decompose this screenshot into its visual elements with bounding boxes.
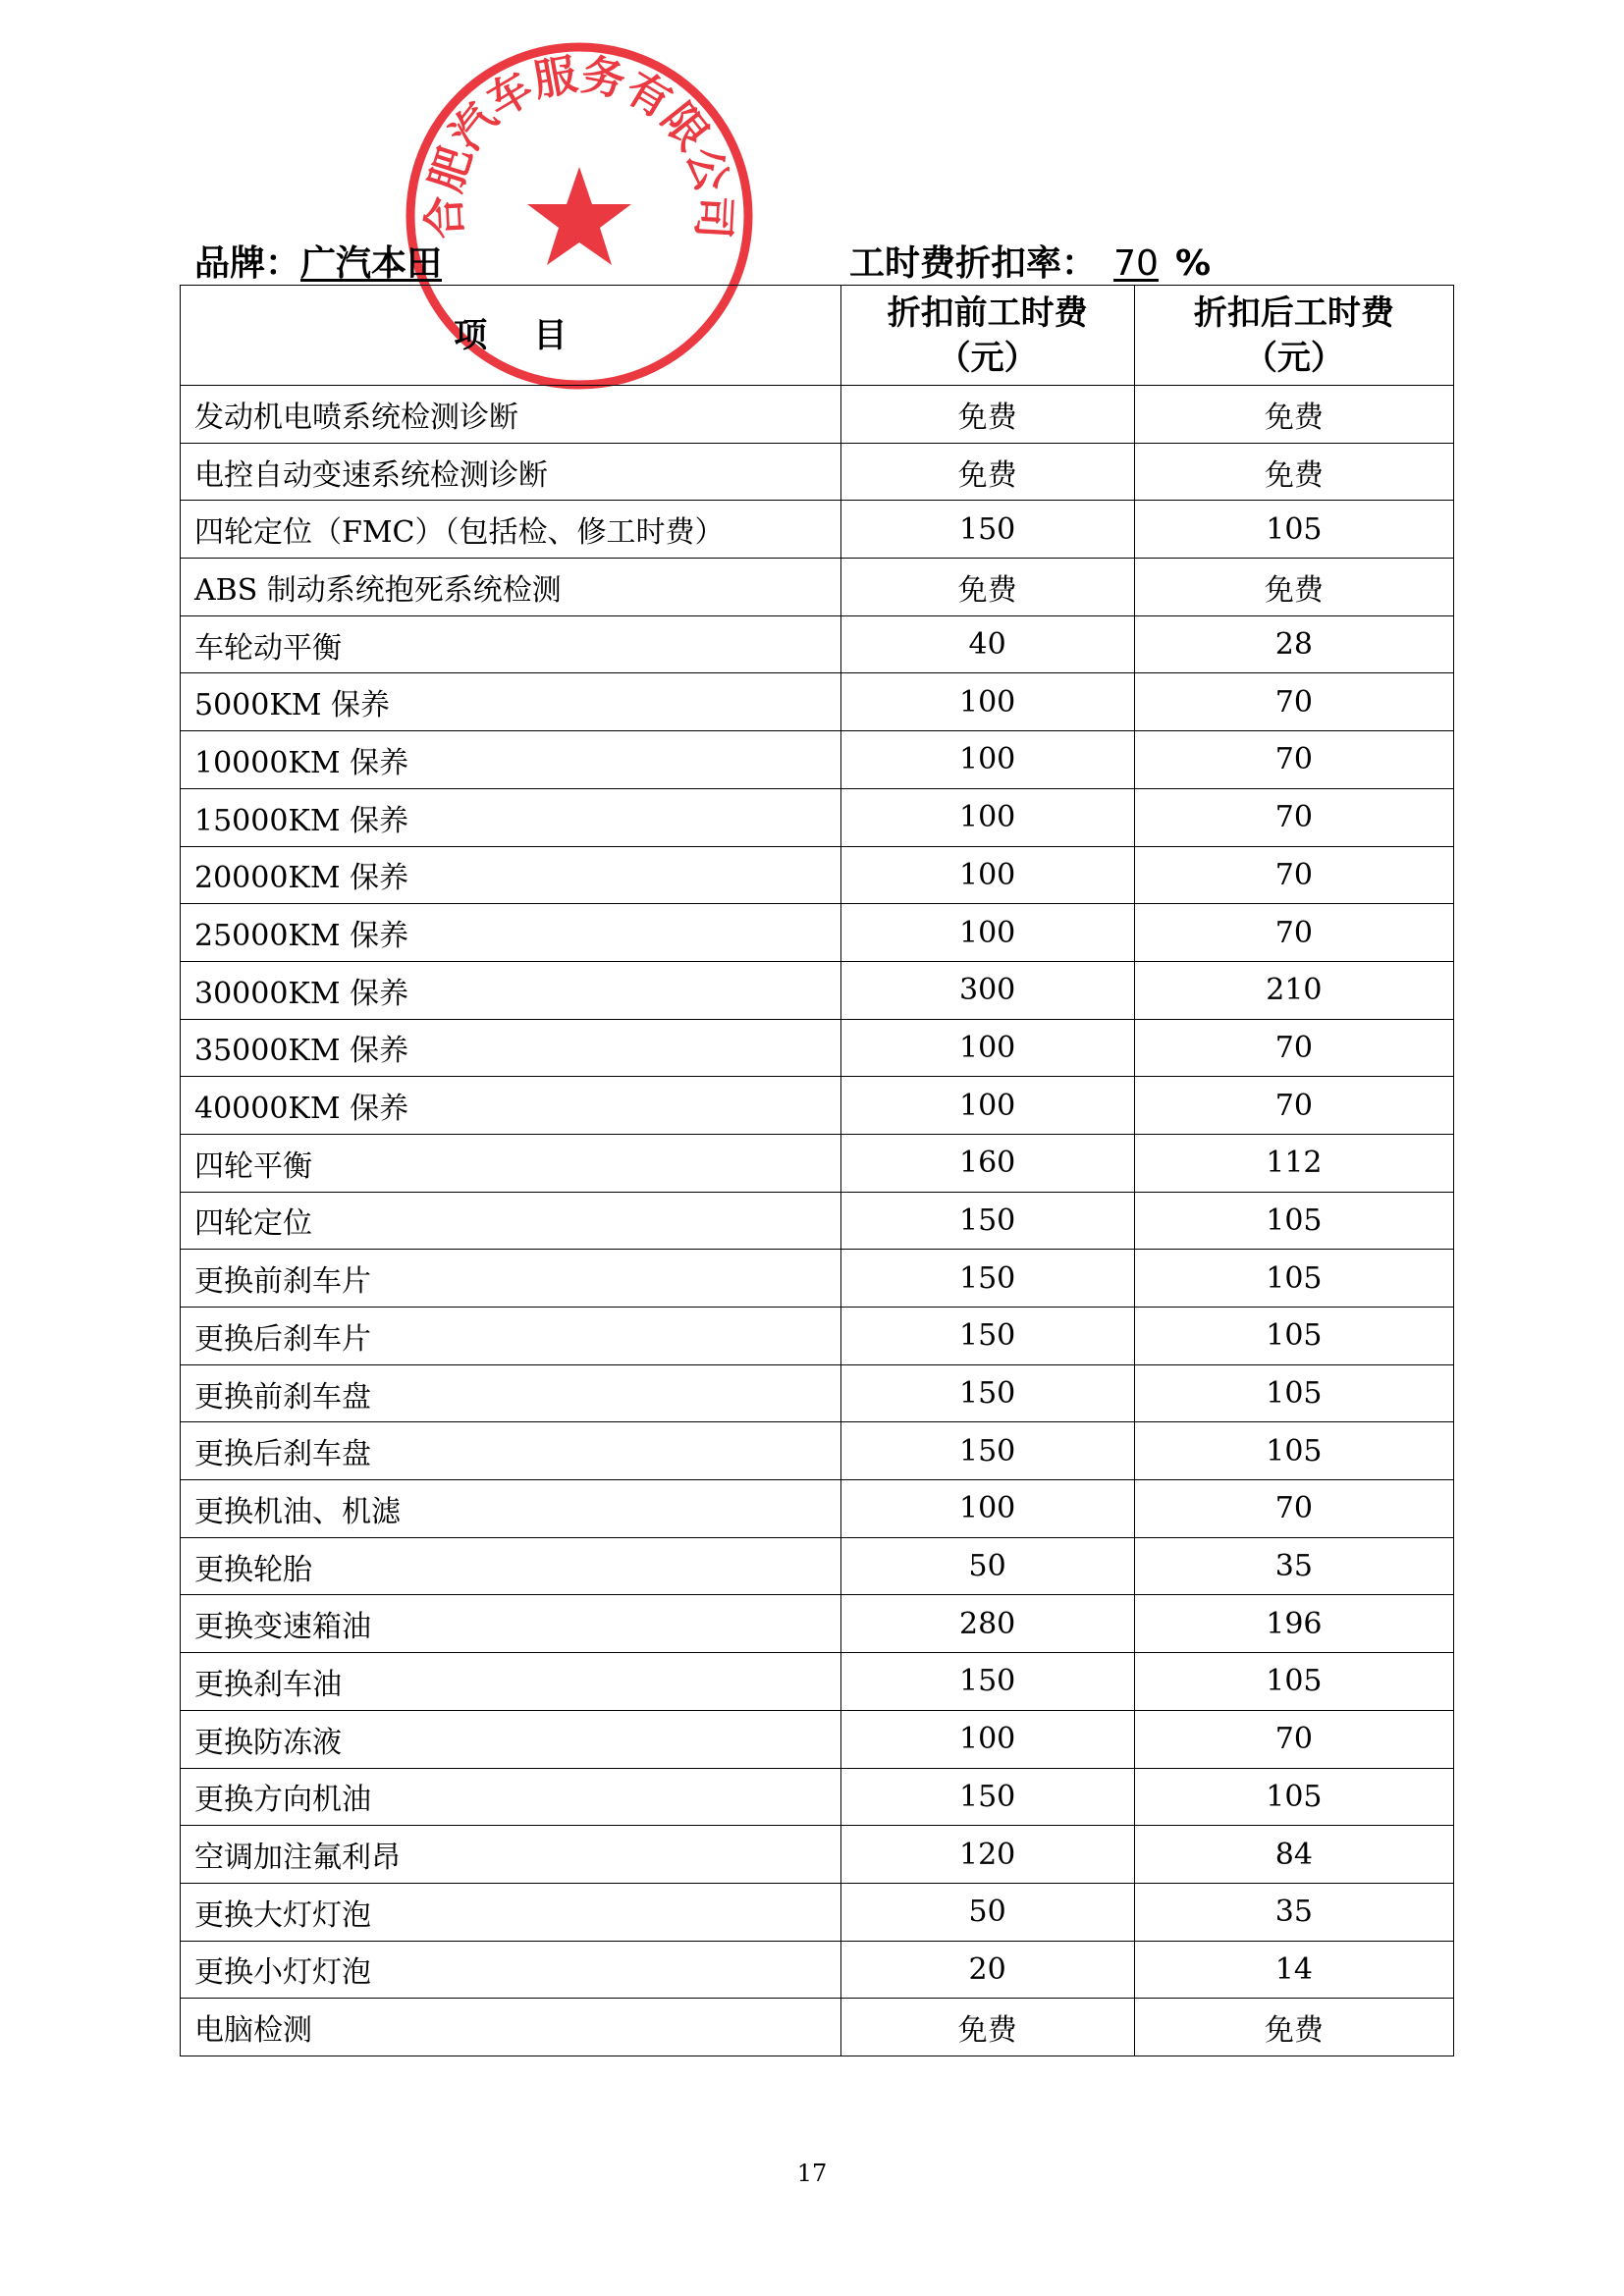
- after-discount-cell: 210: [1134, 961, 1453, 1019]
- table-row: [181, 559, 1454, 616]
- before-discount-cell: 100: [840, 1077, 1134, 1135]
- item-cell: 更换轮胎: [181, 1537, 841, 1595]
- before-discount-cell: 150: [840, 1308, 1134, 1365]
- document-header: [194, 236, 1471, 285]
- item-cell: 更换后刹车盘: [181, 1422, 841, 1480]
- item-cell: 更换小灯灯泡: [181, 1941, 841, 1999]
- before-discount-cell: 150: [840, 1653, 1134, 1711]
- table-row: [181, 1768, 1454, 1826]
- after-discount-cell: 28: [1134, 615, 1453, 673]
- before-discount-cell: 150: [840, 1364, 1134, 1422]
- table-row: [181, 501, 1454, 559]
- brand-label: 品牌：: [194, 243, 301, 284]
- table-row: [181, 1883, 1454, 1941]
- item-cell: 四轮定位（FMC）（包括检、修工时费）: [181, 501, 841, 559]
- after-discount-cell: 35: [1134, 1883, 1453, 1941]
- before-discount-cell: 150: [840, 1422, 1134, 1480]
- table-row: [181, 615, 1454, 673]
- item-cell: 35000KM 保养: [181, 1019, 841, 1077]
- seal-text: 合肥汽车服务有限公司: [419, 49, 739, 240]
- item-cell: 25000KM 保养: [181, 904, 841, 962]
- before-discount-cell: 100: [840, 673, 1134, 731]
- after-discount-cell: 14: [1134, 1941, 1453, 1999]
- before-discount-cell: 免费: [840, 443, 1134, 501]
- table-row: [181, 1422, 1454, 1480]
- after-discount-cell: 105: [1134, 1250, 1453, 1308]
- rate-value: 70: [1113, 243, 1159, 284]
- table-row: [181, 961, 1454, 1019]
- item-cell: 电脑检测: [181, 1999, 841, 2056]
- after-discount-cell: 84: [1134, 1826, 1453, 1884]
- before-discount-cell: 40: [840, 615, 1134, 673]
- item-cell: 30000KM 保养: [181, 961, 841, 1019]
- before-discount-cell: 100: [840, 788, 1134, 846]
- item-cell: 更换防冻液: [181, 1710, 841, 1768]
- page-number: 17: [796, 2160, 828, 2187]
- item-cell: 空调加注氟利昂: [181, 1826, 841, 1884]
- before-discount-cell: 100: [840, 1710, 1134, 1768]
- after-discount-cell: 70: [1134, 731, 1453, 789]
- table-row: [181, 1250, 1454, 1308]
- after-discount-cell: 35: [1134, 1537, 1453, 1595]
- item-cell: 发动机电喷系统检测诊断: [181, 386, 841, 444]
- before-discount-cell: 免费: [840, 386, 1134, 444]
- before-discount-cell: 300: [840, 961, 1134, 1019]
- after-discount-cell: 70: [1134, 1480, 1453, 1538]
- table-row: [181, 731, 1454, 789]
- header-item: 项 目: [181, 286, 841, 386]
- before-discount-cell: 100: [840, 846, 1134, 904]
- item-cell: 更换刹车油: [181, 1653, 841, 1711]
- before-discount-cell: 150: [840, 1250, 1134, 1308]
- table-row: [181, 1826, 1454, 1884]
- before-discount-cell: 50: [840, 1537, 1134, 1595]
- table-row: [181, 386, 1454, 444]
- before-discount-cell: 50: [840, 1883, 1134, 1941]
- item-cell: 电控自动变速系统检测诊断: [181, 443, 841, 501]
- table-body: [181, 386, 1454, 2056]
- before-discount-cell: 100: [840, 731, 1134, 789]
- brand-line: [194, 236, 442, 286]
- item-cell: 四轮平衡: [181, 1134, 841, 1192]
- item-cell: 更换大灯灯泡: [181, 1883, 841, 1941]
- after-discount-cell: 105: [1134, 501, 1453, 559]
- item-cell: 车轮动平衡: [181, 615, 841, 673]
- table-row: [181, 1537, 1454, 1595]
- table-row: [181, 788, 1454, 846]
- table-row: [181, 1308, 1454, 1365]
- discount-rate-line: [849, 236, 1211, 286]
- before-discount-cell: 120: [840, 1826, 1134, 1884]
- item-cell: 更换变速箱油: [181, 1595, 841, 1653]
- header-before-discount: 折扣前工时费 （元）: [840, 286, 1134, 386]
- after-discount-cell: 112: [1134, 1134, 1453, 1192]
- after-discount-cell: 105: [1134, 1653, 1453, 1711]
- item-cell: 10000KM 保养: [181, 731, 841, 789]
- rate-unit: %: [1175, 243, 1212, 284]
- before-discount-cell: 免费: [840, 1999, 1134, 2056]
- table-row: [181, 1941, 1454, 1999]
- labor-fee-table: [180, 285, 1454, 2056]
- table-row: [181, 673, 1454, 731]
- before-discount-cell: 150: [840, 1192, 1134, 1250]
- table-row: [181, 846, 1454, 904]
- before-discount-cell: 150: [840, 501, 1134, 559]
- after-discount-cell: 70: [1134, 1019, 1453, 1077]
- before-discount-cell: 100: [840, 1480, 1134, 1538]
- table-row: [181, 443, 1454, 501]
- rate-label: 工时费折扣率：: [849, 243, 1098, 284]
- after-discount-cell: 70: [1134, 788, 1453, 846]
- table-row: [181, 1595, 1454, 1653]
- after-discount-cell: 105: [1134, 1768, 1453, 1826]
- after-discount-cell: 70: [1134, 1710, 1453, 1768]
- after-discount-cell: 105: [1134, 1364, 1453, 1422]
- item-cell: 更换方向机油: [181, 1768, 841, 1826]
- before-discount-cell: 免费: [840, 559, 1134, 616]
- item-cell: 40000KM 保养: [181, 1077, 841, 1135]
- table-header-row: [181, 286, 1454, 386]
- before-discount-cell: 20: [840, 1941, 1134, 1999]
- item-cell: 更换机油、机滤: [181, 1480, 841, 1538]
- after-discount-cell: 免费: [1134, 559, 1453, 616]
- table-row: [181, 1999, 1454, 2056]
- table-row: [181, 1480, 1454, 1538]
- item-cell: 15000KM 保养: [181, 788, 841, 846]
- before-discount-cell: 100: [840, 1019, 1134, 1077]
- before-discount-cell: 100: [840, 904, 1134, 962]
- brand-value: 广汽本田: [300, 243, 443, 284]
- after-discount-cell: 免费: [1134, 1999, 1453, 2056]
- item-cell: 四轮定位: [181, 1192, 841, 1250]
- header-after-discount: 折扣后工时费 （元）: [1134, 286, 1453, 386]
- table-row: [181, 1653, 1454, 1711]
- after-discount-cell: 70: [1134, 1077, 1453, 1135]
- after-discount-cell: 105: [1134, 1308, 1453, 1365]
- table-row: [181, 1364, 1454, 1422]
- item-cell: ABS 制动系统抱死系统检测: [181, 559, 841, 616]
- item-cell: 5000KM 保养: [181, 673, 841, 731]
- table-row: [181, 1077, 1454, 1135]
- after-discount-cell: 70: [1134, 846, 1453, 904]
- before-discount-cell: 150: [840, 1768, 1134, 1826]
- table-row: [181, 1019, 1454, 1077]
- before-discount-cell: 280: [840, 1595, 1134, 1653]
- table-row: [181, 1192, 1454, 1250]
- item-cell: 更换前刹车片: [181, 1250, 841, 1308]
- after-discount-cell: 105: [1134, 1192, 1453, 1250]
- item-cell: 20000KM 保养: [181, 846, 841, 904]
- item-cell: 更换前刹车盘: [181, 1364, 841, 1422]
- after-discount-cell: 70: [1134, 904, 1453, 962]
- table-row: [181, 1710, 1454, 1768]
- item-cell: 更换后刹车片: [181, 1308, 841, 1365]
- table-row: [181, 1134, 1454, 1192]
- after-discount-cell: 免费: [1134, 386, 1453, 444]
- after-discount-cell: 免费: [1134, 443, 1453, 501]
- before-discount-cell: 160: [840, 1134, 1134, 1192]
- after-discount-cell: 105: [1134, 1422, 1453, 1480]
- after-discount-cell: 70: [1134, 673, 1453, 731]
- table-row: [181, 904, 1454, 962]
- after-discount-cell: 196: [1134, 1595, 1453, 1653]
